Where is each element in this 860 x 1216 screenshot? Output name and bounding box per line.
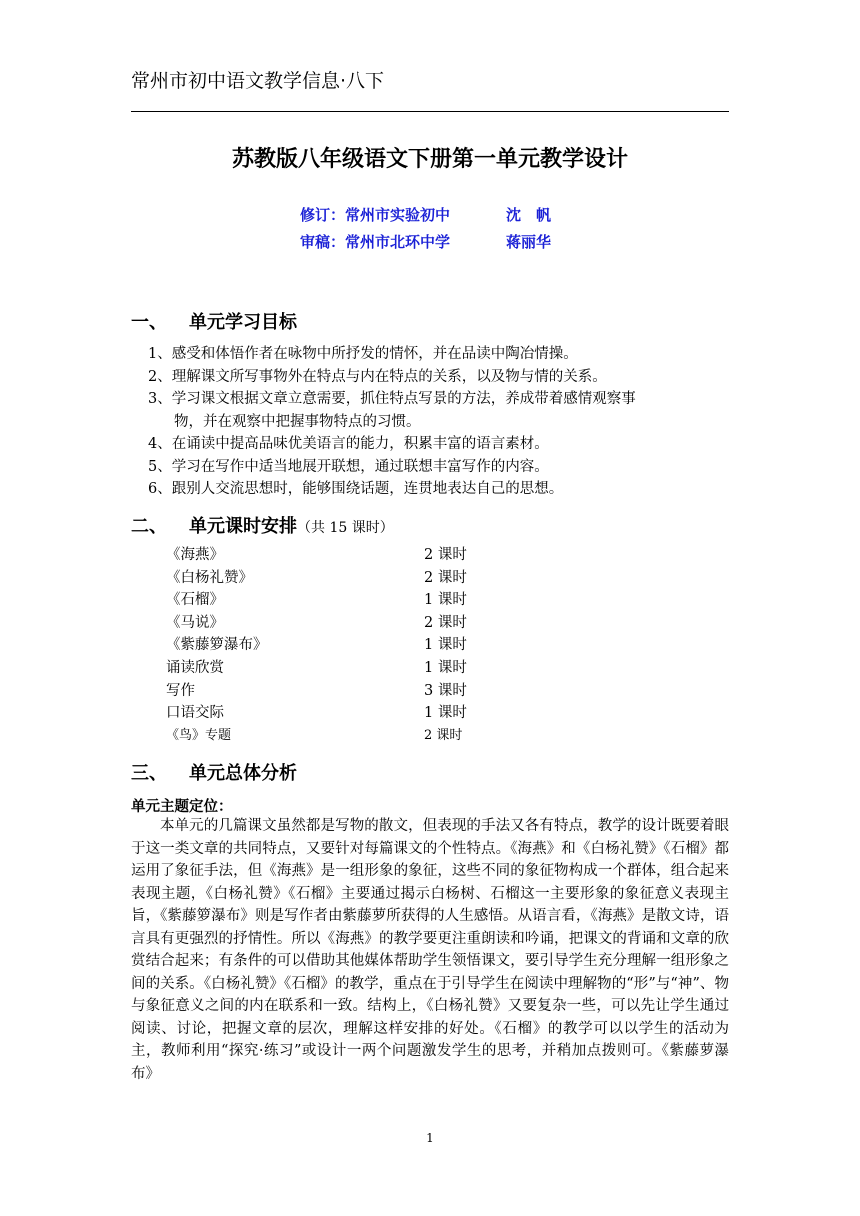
credit-reviewer	[300, 231, 551, 252]
lesson-hours: 2 课时	[424, 569, 467, 586]
section-title: 单元课时安排	[189, 516, 297, 537]
section-heading-2	[131, 512, 394, 538]
section-subtitle: （共 15 课时）	[297, 520, 394, 536]
credit-role: 修订：常州市实验初中	[300, 206, 451, 224]
schedule-row	[166, 680, 467, 703]
document-title: 苏教版八年级语文下册第一单元教学设计	[231, 147, 628, 172]
goal-item: 3、学习课文根据文章立意需要，抓住特点写景的方法，养成带着感情观察事	[148, 391, 636, 407]
schedule-row	[166, 567, 467, 590]
lesson-name: 诵读欣赏	[166, 659, 224, 676]
schedule-row	[166, 657, 467, 680]
section-number: 二、	[131, 516, 167, 537]
schedule-row	[166, 612, 467, 635]
goal-item: 1、感受和体悟作者在咏物中所抒发的情怀，并在品读中陶冶情操。	[148, 346, 578, 362]
lesson-name: 《石榴》	[166, 592, 224, 609]
lesson-name: 口语交际	[166, 705, 224, 722]
credit-role: 审稿：常州市北环中学	[300, 233, 451, 251]
lesson-schedule	[166, 544, 467, 747]
goal-item-continuation	[148, 411, 732, 434]
lesson-hours: 2 课时	[424, 547, 467, 563]
credit-reviser	[300, 204, 551, 225]
schedule-row	[166, 634, 467, 657]
header-rule	[131, 111, 729, 112]
analysis-paragraph: 本单元的几篇课文虽然都是写物的散文，但表现的手法又各有特点，教学的设计既要着眼于这一类文章的共同特点，又要针对每篇课文的个性特点。《海燕》和《白杨礼赞》《石榴》都运用了象征手法，但《海燕》是一组形象的象征，这些不同的象征物构成一个群体，组合起来表现主题，《白杨礼赞》《石榴》主要通过揭示白杨树、石榴这一主要形象的象征意义表现主旨，《紫藤箩瀑布》则是写作者由紫藤萝所获得的人生感悟。从语言看，《海燕》是散文诗，语言具有更强烈的抒情性。所以《海燕》的教学要更注重朗读和吟诵，把课文的背诵和文章的欣赏结合起来；有条件的可以借助其他媒体帮助学生领悟课文，要引导学生充分理解一组形象之间的关系。《白杨礼赞》《石榴》的教学，重点在于引导学生在阅读中理解物的“形”与“神”、物与象征意义之间的内在联系和一致。结构上，《白杨礼赞》又要复杂一些，可以先让学生通过阅读、讨论，把握文章的层次，理解这样安排的好处。《石榴》的教学可以以学生的活动为主，教师利用“探究·练习”或设计一两个问题激发学生的思考，并稍加点拨则可。《紫藤萝瀑布》	[131, 818, 729, 1082]
schedule-row	[166, 544, 467, 567]
goal-item: 4、在诵读中提高品味优美语言的能力，积累丰富的语言素材。	[148, 436, 549, 452]
goal-item-wrap: 物，并在观察中把握事物特点的习惯。	[174, 413, 421, 430]
running-header: 常州市初中语文教学信息·八下	[131, 70, 385, 92]
lesson-name: 《紫藤箩瀑布》	[166, 637, 268, 654]
lesson-hours: 2 课时	[424, 614, 467, 631]
lesson-name: 《马说》	[166, 614, 224, 631]
section-heading-3	[131, 759, 297, 785]
lesson-hours: 3 课时	[424, 682, 467, 699]
schedule-row	[166, 725, 467, 748]
lesson-hours: 1 课时	[424, 659, 467, 676]
goal-item: 6、跟别人交流思想时，能够围绕话题，连贯地表达自己的思想。	[148, 481, 564, 497]
goal-item: 2、理解课文所写事物外在特点与内在特点的关系，以及物与情的关系。	[148, 368, 607, 385]
lesson-hours: 1 课时	[424, 637, 467, 654]
section-number: 三、	[131, 763, 167, 784]
lesson-name: 《海燕》	[166, 547, 224, 563]
section-title: 单元总体分析	[189, 763, 297, 784]
learning-goals-list	[148, 343, 732, 501]
lesson-hours: 1 课时	[424, 592, 467, 609]
section-number: 一、	[131, 312, 167, 333]
page-number: 1	[426, 1131, 434, 1145]
section-heading-1	[131, 308, 297, 334]
credit-name: 蒋丽华	[506, 233, 552, 251]
lesson-hours: 1 课时	[424, 705, 467, 722]
schedule-row	[166, 589, 467, 612]
lesson-hours: 2 课时	[424, 727, 463, 743]
schedule-row	[166, 702, 467, 725]
lesson-name: 《鸟》专题	[166, 727, 232, 743]
analysis-subheading: 单元主题定位：	[131, 799, 233, 815]
section-title: 单元学习目标	[189, 312, 297, 333]
credit-name: 沈 帆	[506, 206, 552, 224]
goal-item: 5、学习在写作中适当地展开联想，通过联想丰富写作的内容。	[148, 458, 549, 475]
lesson-name: 《白杨礼赞》	[166, 569, 253, 586]
lesson-name: 写作	[166, 682, 195, 699]
